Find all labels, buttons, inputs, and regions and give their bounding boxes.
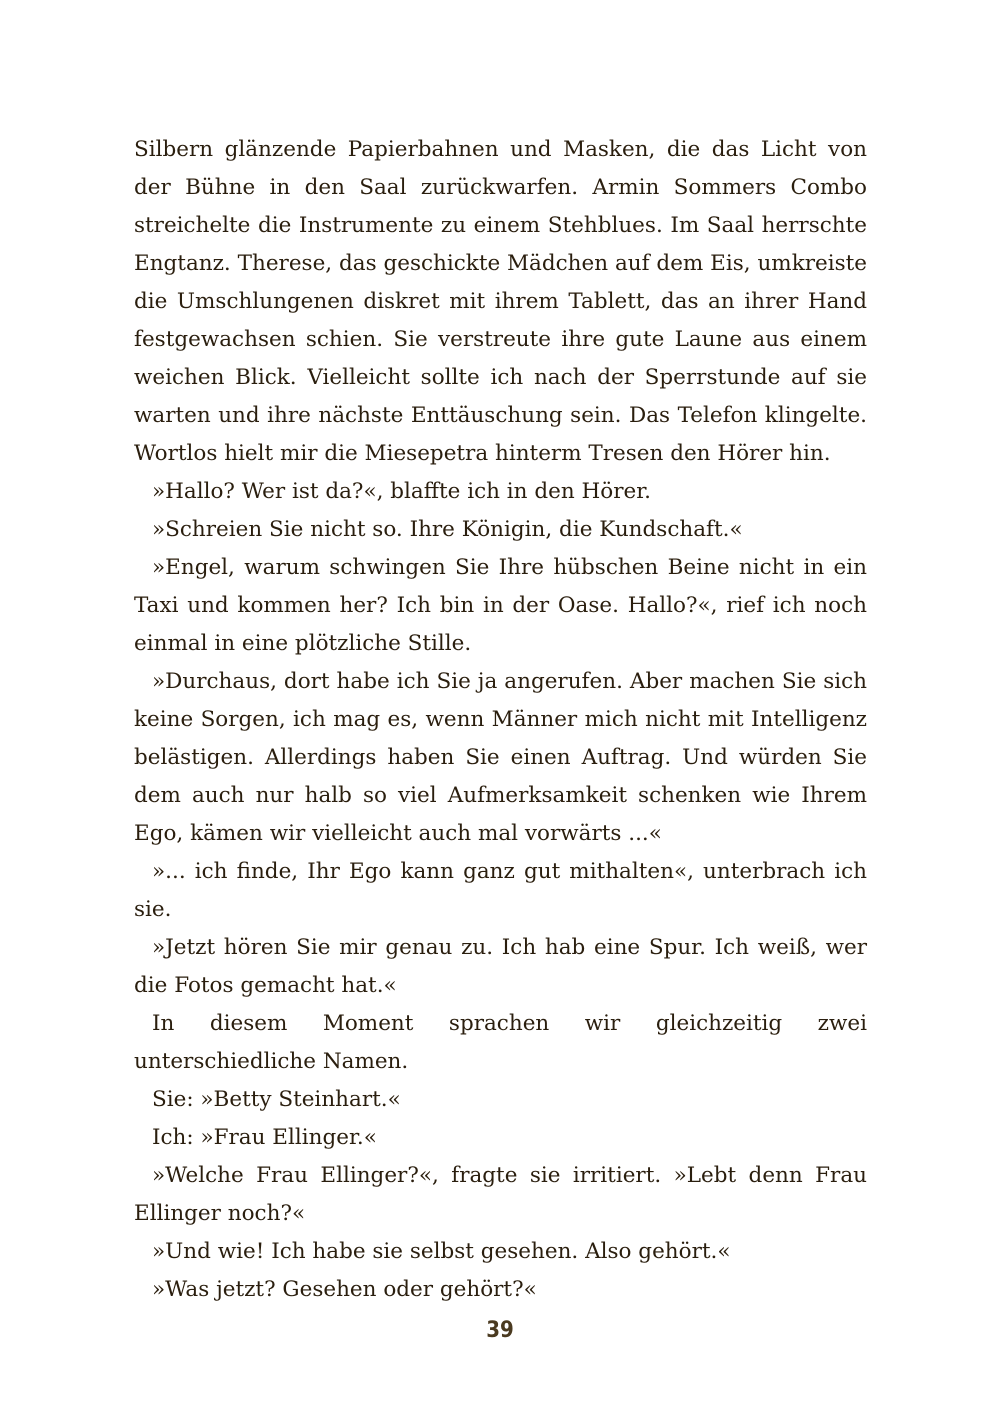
paragraph-3: »Schreien Sie nicht so. Ihre Königin, die Kundschaft.«: [152, 517, 743, 542]
paragraph-1: Silbern glänzende Papierbahnen und Masken, die das Licht von der Bühne in den Saal zurückwarfen. Armin Sommers Combo streichelte die Instrumente zu einem Stehblues. Im Saal herrschte Engtanz. Therese, das geschickte Mädchen auf dem Eis, umkreiste die Umschlungenen diskret mit ihrem Tablett, das an ihrer Hand festgewachsen schien. Sie verstreute ihre gute Laune aus einem weichen Blick. Vielleicht sollte ich nach der Sperrstunde auf sie warten und ihre nächste Enttäuschung sein. Das Telefon klingelte. Wortlos hielt mir die Miesepetra hinterm Tresen den Hörer hin.: [134, 137, 867, 466]
paragraph-5: »Durchaus, dort habe ich Sie ja angerufen. Aber machen Sie sich keine Sorgen, ich mag es, wenn Männer mich nicht mit Intelligenz belästigen. Allerdings haben Sie einen Auftrag. Und würden Sie dem auch nur halb so viel Aufmerksamkeit schenken wie Ihrem Ego, kämen wir vielleicht auch mal vorwärts ...«: [134, 669, 867, 846]
paragraph-2: »Hallo? Wer ist da?«, blaffte ich in den Hörer.: [152, 479, 651, 504]
paragraph-10: Ich: »Frau Ellinger.«: [152, 1125, 377, 1150]
paragraph-11: »Welche Frau Ellinger?«, fragte sie irritiert. »Lebt denn Frau Ellinger noch?«: [134, 1163, 867, 1226]
paragraph-8: In diesem Moment sprachen wir gleichzeitig zwei unterschiedliche Namen.: [134, 1011, 867, 1074]
paragraph-13: »Was jetzt? Gesehen oder gehört?«: [152, 1277, 537, 1302]
page-number: 39: [486, 1318, 514, 1343]
paragraph-4: »Engel, warum schwingen Sie Ihre hübschen Beine nicht in ein Taxi und kommen her? Ich bin in der Oase. Hallo?«, rief ich noch einmal in eine plötzliche Stille.: [134, 555, 867, 656]
body-text: [134, 131, 867, 1309]
paragraph-6: »... ich finde, Ihr Ego kann ganz gut mithalten«, unterbrach ich sie.: [134, 859, 867, 922]
paragraph-12: »Und wie! Ich habe sie selbst gesehen. Also gehört.«: [152, 1239, 731, 1264]
paragraph-7: »Jetzt hören Sie mir genau zu. Ich hab eine Spur. Ich weiß, wer die Fotos gemacht hat.«: [134, 935, 867, 998]
paragraph-9: Sie: »Betty Steinhart.«: [152, 1087, 401, 1112]
